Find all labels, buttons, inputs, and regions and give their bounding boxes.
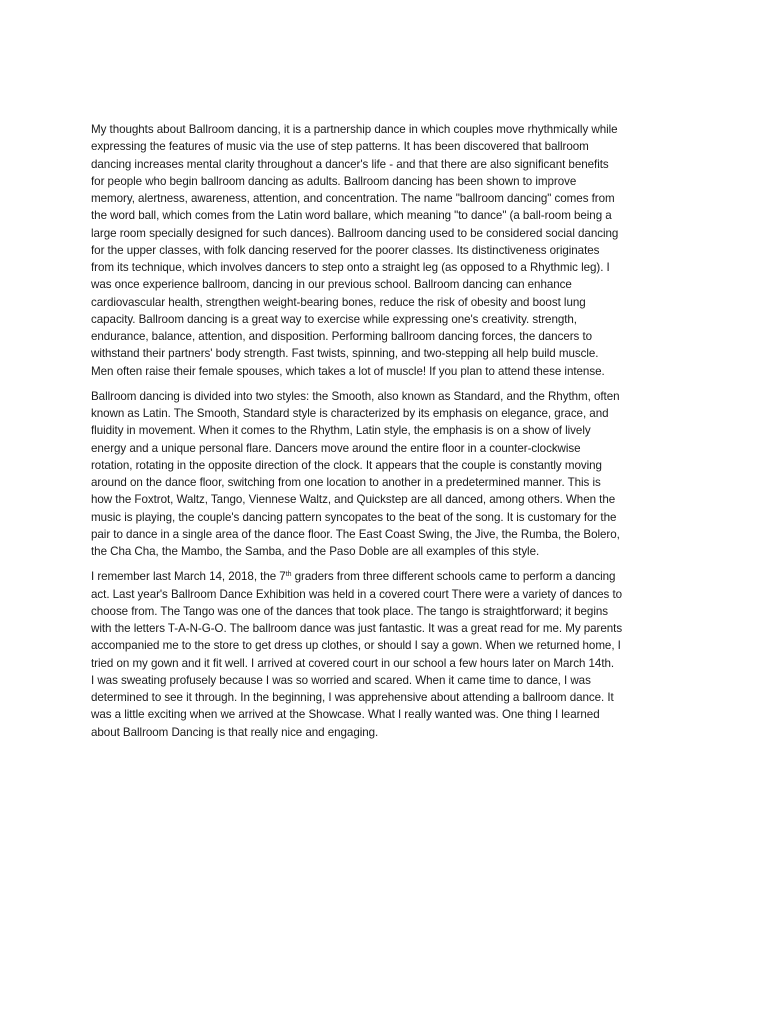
document-body [91,121,686,749]
paragraph-text-start: I remember last March 14, 2018, the 7 [91,570,286,584]
paragraph-text-rest: graders from three different schools came to perform a dancing act. Last year's Ballroom Dance Exhibition was held in a covered court There were a variety of dances to choose from. The Tango was one of the dances that took place. The tango is straightforward; it begins with the letters T-A-N-G-O. The ballroom dance was just fantastic. It was a great read for me. My parents accompanied me to the store to get dress up clothes, or should I say a gown. When we returned home, I tried on my gown and it fit well. I arrived at covered court in our school a few hours later on March 14th. I was sweating profusely because I was so worried and scared. When it came time to dance, I was determined to see it through. In the beginning, I was apprehensive about attending a ballroom dance. It was a little exciting when we arrived at the Showcase. What I really wanted was. One thing I learned about Ballroom Dancing is that really nice and engaging. [91,570,623,739]
paragraph-ballroom-intro: My thoughts about Ballroom dancing, it is a partnership dance in which couples move rhythmically while expressing the features of music via the use of step patterns. It has been discovered that ballroom dancing increases mental clarity throughout a dancer's life - and that there are also significant benefits for people who begin ballroom dancing as adults. Ballroom dancing has been shown to improve memory, alertness, awareness, attention, and concentration. The name "ballroom dancing" comes from the word ball, which comes from the Latin word ballare, which meaning "to dance" (a ball-room being a large room specially designed for such dances). Ballroom dancing used to be considered social dancing for the upper classes, with folk dancing reserved for the poorer classes. Its distinctiveness originates from its technique, which involves dancers to step onto a straight leg (as opposed to a Rhythmic leg). I was once experience ballroom, dancing in our previous school. Ballroom dancing can enhance cardiovascular health, strengthen weight-bearing bones, reduce the risk of obesity and boost lung capacity. Ballroom dancing is a great way to exercise while expressing one's creativity. strength, endurance, balance, attention, and disposition. Performing ballroom dancing forces, the dancers to withstand their partners' body strength. Fast twists, spinning, and two-stepping all help build muscle. Men often raise their female spouses, which takes a lot of muscle! If you plan to attend these intense. [91,123,619,378]
paragraph-personal-experience [91,568,686,741]
ordinal-suffix: th [285,571,292,579]
paragraph-ballroom-styles: Ballroom dancing is divided into two styles: the Smooth, also known as Standard, and the Rhythm, often known as Latin. The Smooth, Standard style is characterized by its emphasis on elegance, grace, and fluidity in movement. When it comes to the Rhythm, Latin style, the emphasis is on a show of lively energy and a unique personal flare. Dancers move around the entire floor in a counter-clockwise rotation, rotating in the opposite direction of the clock. It appears that the couple is constantly moving around on the dance floor, switching from one location to another in a predetermined manner. This is how the Foxtrot, Waltz, Tango, Viennese Waltz, and Quickstep are all danced, among others. When the music is playing, the couple's dancing pattern syncopates to the beat of the song. It is customary for the pair to dance in a single area of the dance floor. The East Coast Swing, the Jive, the Rumba, the Bolero, the Cha Cha, the Mambo, the Samba, and the Paso Doble are all examples of this style. [91,389,620,558]
